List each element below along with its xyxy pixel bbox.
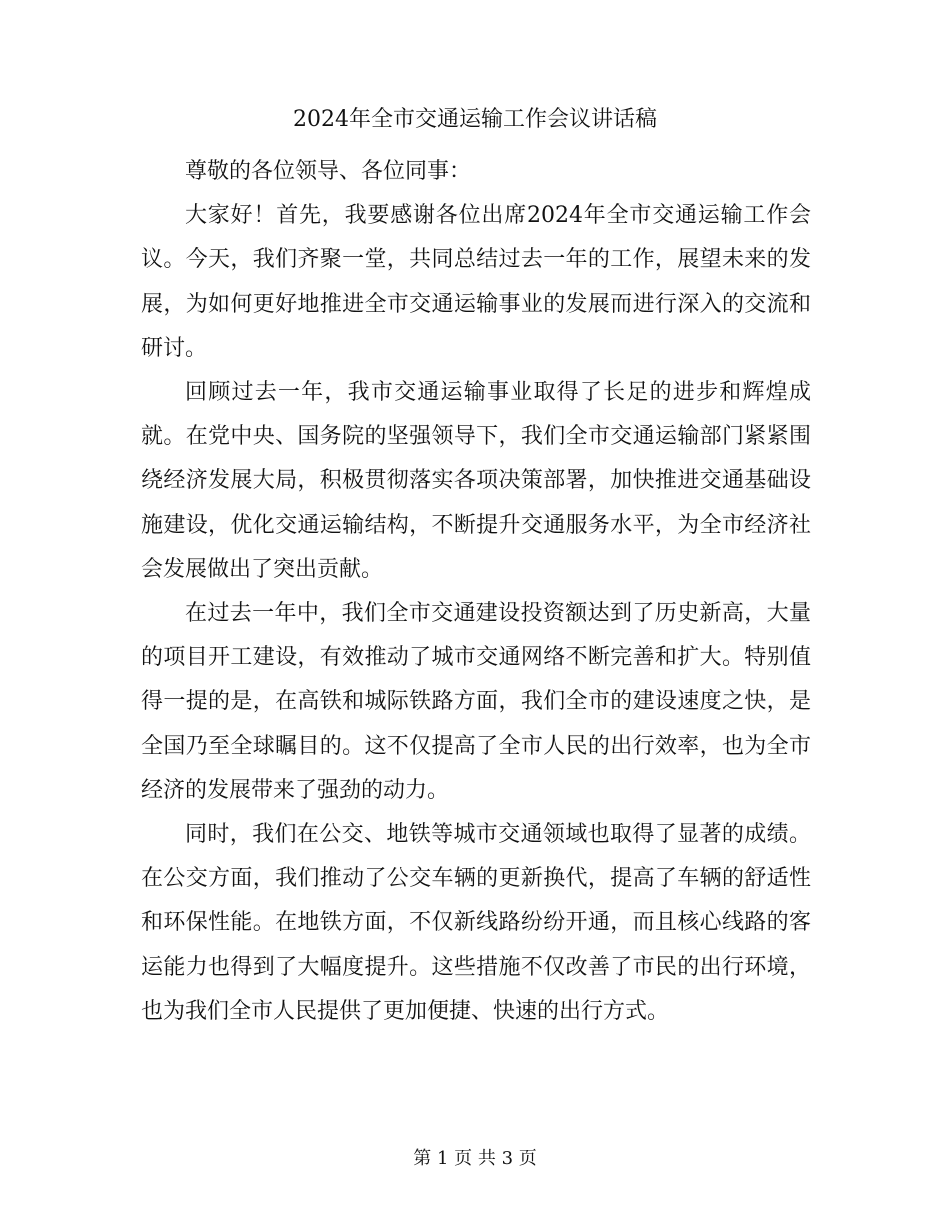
paragraph-urban-transit: 同时，我们在公交、地铁等城市交通领域也取得了显著的成绩。在公交方面，我们推动了公交车辆的更新换代，提高了车辆的舒适性和环保性能。在地铁方面，不仅新线路纷纷开通，而且核心线路的客运能力也得到了大幅度提升。这些措施不仅改善了市民的出行环境，也为我们全市人民提供了更加便捷、快速的出行方式。 [141,822,811,1024]
document-title: 2024年全市交通运输工作会议讲话稿 [293,107,657,132]
paragraph-greeting: 大家好！首先，我要感谢各位出席2024年全市交通运输工作会议。今天，我们齐聚一堂，共同总结过去一年的工作，展望未来的发展，为如何更好地推进全市交通运输事业的发展而进行深入的交流和研讨。 [141,203,811,361]
page-number: 第 1 页 共 3 页 [413,1148,537,1169]
salutation: 尊敬的各位领导、各位同事： [185,159,472,184]
paragraph-review: 回顾过去一年，我市交通运输事业取得了长足的进步和辉煌成就。在党中央、国务院的坚强领导下，我们全市交通运输部门紧紧围绕经济发展大局，积极贯彻落实各项决策部署，加快推进交通基础设施建设，优化交通运输结构，不断提升交通服务水平，为全市经济社会发展做出了突出贡献。 [141,380,811,582]
paragraph-investment: 在过去一年中，我们全市交通建设投资额达到了历史新高，大量的项目开工建设，有效推动了城市交通网络不断完善和扩大。特别值得一提的是，在高铁和城际铁路方面，我们全市的建设速度之快，是全国乃至全球瞩目的。这不仅提高了全市人民的出行效率，也为全市经济的发展带来了强劲的动力。 [141,601,811,803]
document-body [141,150,811,1034]
